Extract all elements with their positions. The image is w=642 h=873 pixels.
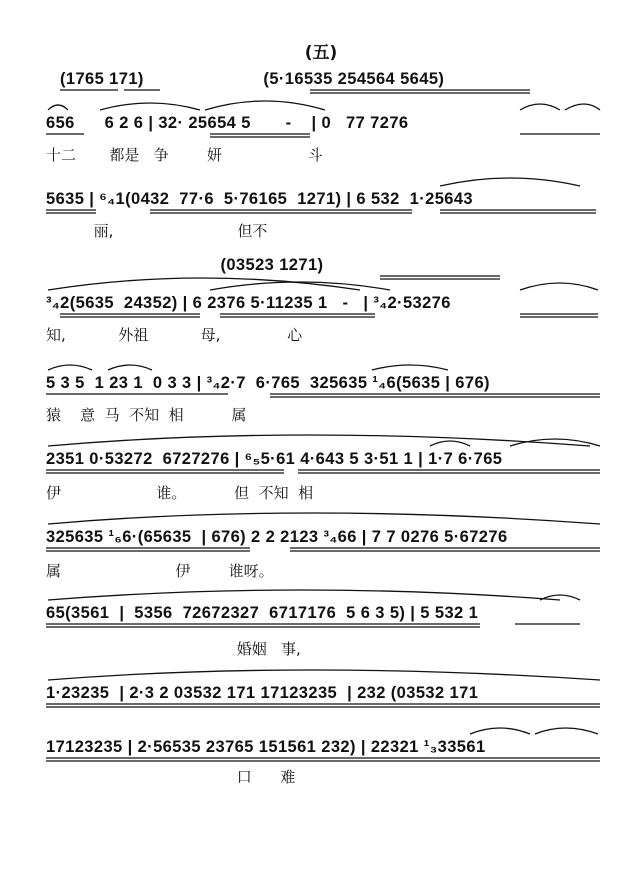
- notation-line: 1·23235 | 2·3 2 03532 171 17123235 | 232 (03532 171: [46, 684, 479, 702]
- notation-line: 65(3561 | 5356 72672327 6717176 5 6 3 5) | 5 532 1: [46, 604, 479, 622]
- section-title: (五): [304, 43, 338, 63]
- lyric-line: 猿 意 马 不知 相 属: [46, 406, 247, 424]
- notation-line: 2351 0·53272 6727276 | ⁶₅5·61 4·643 5 3·51 1 | 1·7 6·765: [46, 450, 503, 468]
- notation-line: (1765 171) (5·16535 254564 5645): [60, 70, 445, 88]
- notation-line: 5 3 5 1 23 1 0 3 3 | ³₄2·7 6·765 325635 ¹₄6(5635 | 676): [46, 374, 490, 392]
- lyric-line: 知, 外祖 母, 心: [46, 326, 303, 344]
- lyric-line: 十二 都是 争 妍 斗: [46, 146, 323, 164]
- notation-line: 5635 | ⁶₄1(0432 77·6 5·76165 1271) | 6 532 1·25643: [46, 190, 474, 208]
- notation-line: ³₄2(5635 24352) | 6 2376 5·11235 1 - | ³₄2·53276: [46, 294, 451, 312]
- lyric-line: 伊 谁。 但 不知 相: [46, 484, 314, 502]
- notation-line: 325635 ¹₆6·(65635 | 676) 2 2 2123 ³₄66 | 7 7 0276 5·67276: [46, 528, 508, 546]
- lyric-line: 丽, 但不: [46, 222, 268, 240]
- lyric-line: 口 难: [46, 768, 296, 786]
- notation-line: 17123235 | 2·56535 23765 151561 232) | 22321 ¹₃33561: [46, 738, 486, 756]
- lyric-line: 婚姻 事,: [46, 640, 301, 658]
- notation-line: (03523 1271): [46, 256, 324, 274]
- lyric-line: 属 伊 谁呀。: [46, 562, 274, 580]
- notation-line: 656 6 2 6 | 32· 25654 5 - | 0 77 7276: [46, 114, 409, 132]
